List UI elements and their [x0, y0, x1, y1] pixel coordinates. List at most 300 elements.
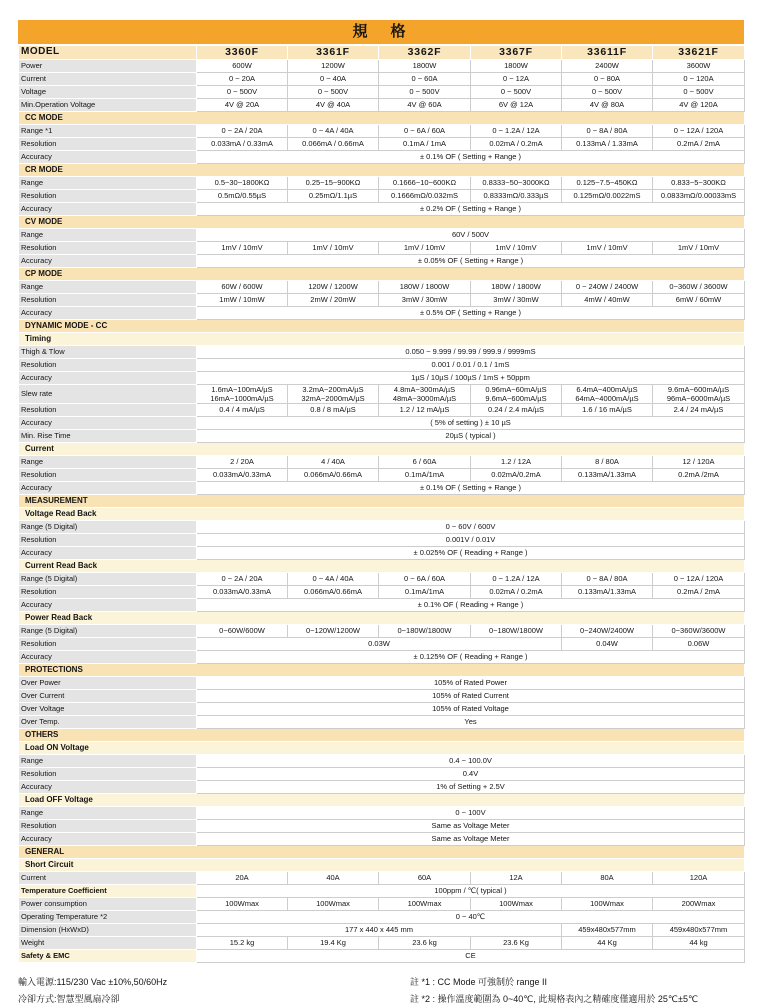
section-header: OTHERS [19, 729, 745, 742]
spec-row [19, 320, 745, 333]
footer-left-column [18, 974, 410, 1008]
spec-value: 0 ~ 6A / 60A [379, 573, 471, 586]
spec-value: 0 ~ 500V [379, 86, 471, 99]
section-header: CV MODE [19, 216, 745, 229]
row-label: Range (5 Digital) [19, 625, 197, 638]
row-label: Accuracy [19, 482, 197, 495]
spec-row [19, 112, 745, 125]
spec-value: 0.24 / 2.4 mA/µS [471, 404, 562, 417]
spec-value: 1mV / 10mV [379, 242, 471, 255]
spec-value-span: 60V / 500V [197, 229, 745, 242]
spec-value: 200Wmax [653, 898, 745, 911]
spec-value: 0.2mA / 2mA [653, 586, 745, 599]
spec-value: 0.125mΩ/0.0022mS [562, 190, 653, 203]
spec-row [19, 125, 745, 138]
spec-value: 1mW / 10mW [197, 294, 288, 307]
section-header: PROTECTIONS [19, 664, 745, 677]
model-name: 3360F [197, 46, 288, 60]
section-header: MEASUREMENT [19, 495, 745, 508]
spec-value: 0.2mA /2mA [653, 469, 745, 482]
spec-value-span: 0 ~ 100V [197, 807, 745, 820]
spec-row [19, 807, 745, 820]
spec-value-span: ± 0.1% OF ( Setting + Range ) [197, 482, 745, 495]
spec-value: 0.06W [653, 638, 745, 651]
spec-value: 0 ~ 2A / 20A [197, 125, 288, 138]
spec-row [19, 755, 745, 768]
row-label: Accuracy [19, 203, 197, 216]
footer-note: 冷卻方式:智慧型風扇冷卻 [18, 994, 120, 1005]
spec-value: 177 x 440 x 445 mm [197, 924, 562, 937]
spec-value: 6V @ 12A [471, 99, 562, 112]
spec-value: 0 ~ 1.2A / 12A [471, 125, 562, 138]
spec-value: 1mV / 10mV [197, 242, 288, 255]
spec-value-span: 0 ~ 40℃ [197, 911, 745, 924]
spec-row [19, 898, 745, 911]
spec-value-span: 105% of Rated Voltage [197, 703, 745, 716]
spec-value: 0.133mA / 1.33mA [562, 138, 653, 151]
spec-row [19, 924, 745, 937]
spec-value [471, 385, 562, 404]
row-label: Range [19, 456, 197, 469]
row-label: Resolution [19, 820, 197, 833]
spec-row [19, 216, 745, 229]
spec-value: 0.033mA/0.33mA [197, 586, 288, 599]
spec-value-span: 105% of Rated Power [197, 677, 745, 690]
spec-value: 6mW / 60mW [653, 294, 745, 307]
spec-value-span: Same as Voltage Meter [197, 833, 745, 846]
spec-value: 0~180W/1800W [471, 625, 562, 638]
spec-value [653, 385, 745, 404]
spec-value: 0~360W/3600W [653, 625, 745, 638]
spec-value: 0~120W/1200W [288, 625, 379, 638]
row-label: Resolution [19, 242, 197, 255]
spec-value: 6 / 60A [379, 456, 471, 469]
row-label: Thigh & Tlow [19, 346, 197, 359]
spec-value-span: Yes [197, 716, 745, 729]
spec-value: 600W [197, 60, 288, 73]
spec-row [19, 404, 745, 417]
spec-value: 0.2mA / 2mA [653, 138, 745, 151]
spec-value: 0 ~ 20A [197, 73, 288, 86]
spec-row [19, 99, 745, 112]
spec-value: 0 ~ 500V [197, 86, 288, 99]
row-label: Range [19, 229, 197, 242]
spec-table [18, 45, 745, 963]
spec-row [19, 385, 745, 404]
row-label: Range [19, 177, 197, 190]
spec-row [19, 86, 745, 99]
spec-value-line: 16mA~1000mA/µS [210, 394, 274, 404]
spec-value: 0 ~ 500V [471, 86, 562, 99]
spec-value-span: 105% of Rated Current [197, 690, 745, 703]
row-label: Resolution [19, 138, 197, 151]
spec-row [19, 911, 745, 924]
row-label: Accuracy [19, 255, 197, 268]
spec-value: 100Wmax [471, 898, 562, 911]
model-column-header: MODEL [19, 46, 197, 60]
spec-value: 0 ~ 2A / 20A [197, 573, 288, 586]
spec-value: 60A [379, 872, 471, 885]
spec-value [197, 385, 288, 404]
spec-value-span: 0.001 / 0.01 / 0.1 / 1mS [197, 359, 745, 372]
page-title: 規 格 [18, 20, 744, 45]
row-label: Range (5 Digital) [19, 521, 197, 534]
spec-value: 23.6 kg [379, 937, 471, 950]
spec-value-span: ± 0.2% OF ( Setting + Range ) [197, 203, 745, 216]
spec-value-span: 0.4V [197, 768, 745, 781]
spec-value: 0~240W/2400W [562, 625, 653, 638]
row-label: Power [19, 60, 197, 73]
spec-value: 0 ~ 120A [653, 73, 745, 86]
spec-value-span: 1µS / 10µS / 100µS / 1mS + 50ppm [197, 372, 745, 385]
spec-value-span: ± 0.05% OF ( Setting + Range ) [197, 255, 745, 268]
spec-value: 0.0833mΩ/0.00033mS [653, 190, 745, 203]
row-label: Slew rate [19, 385, 197, 404]
spec-row [19, 190, 745, 203]
row-label: Operating Temperature *2 [19, 911, 197, 924]
row-label: Over Voltage [19, 703, 197, 716]
spec-value [562, 385, 653, 404]
spec-value: 20A [197, 872, 288, 885]
spec-row [19, 573, 745, 586]
subsection-header: Load ON Voltage [19, 742, 745, 755]
section-header: GENERAL [19, 846, 745, 859]
row-label: Range [19, 807, 197, 820]
spec-row [19, 820, 745, 833]
spec-row [19, 151, 745, 164]
spec-row [19, 638, 745, 651]
spec-value: 0 ~ 1.2A / 12A [471, 573, 562, 586]
spec-row [19, 664, 745, 677]
spec-value-span: ± 0.125% OF ( Reading + Range ) [197, 651, 745, 664]
row-label: Over Power [19, 677, 197, 690]
row-label: Temperature Coefficient [19, 885, 197, 898]
spec-value: 0.8333mΩ/0.333µS [471, 190, 562, 203]
spec-row [19, 443, 745, 456]
row-label: Resolution [19, 404, 197, 417]
spec-value: 2mW / 20mW [288, 294, 379, 307]
spec-value: 0.066mA / 0.66mA [288, 138, 379, 151]
row-label: Range [19, 281, 197, 294]
spec-value: 0.133mA/1.33mA [562, 469, 653, 482]
spec-value-span: 0.001V / 0.01V [197, 534, 745, 547]
spec-row [19, 281, 745, 294]
spec-value: 80A [562, 872, 653, 885]
subsection-header: Short Circuit [19, 859, 745, 872]
row-label: Accuracy [19, 651, 197, 664]
spec-value-span: 1% of Setting + 2.5V [197, 781, 745, 794]
subsection-header: Timing [19, 333, 745, 346]
row-label: Range (5 Digital) [19, 573, 197, 586]
spec-value: 0~60W/600W [197, 625, 288, 638]
spec-value: 0 ~ 12A [471, 73, 562, 86]
spec-value: 12 / 120A [653, 456, 745, 469]
spec-value: 4V @ 20A [197, 99, 288, 112]
spec-value: 0 ~ 12A / 120A [653, 573, 745, 586]
spec-row [19, 859, 745, 872]
spec-value: 0 ~ 80A [562, 73, 653, 86]
spec-value-line: 9.6mA~600mA/µS [485, 394, 547, 404]
spec-value: 0 ~ 500V [288, 86, 379, 99]
spec-row [19, 482, 745, 495]
spec-row [19, 469, 745, 482]
spec-value: 4V @ 40A [288, 99, 379, 112]
spec-value-span: Same as Voltage Meter [197, 820, 745, 833]
spec-row [19, 612, 745, 625]
spec-value: 3600W [653, 60, 745, 73]
row-label: Resolution [19, 469, 197, 482]
spec-value-line: 96mA~6000mA/µS [666, 394, 731, 404]
spec-value: 0.25~15~900KΩ [288, 177, 379, 190]
spec-value: 4V @ 80A [562, 99, 653, 112]
spec-value-span: 100ppm / ℃( typical ) [197, 885, 745, 898]
row-label: Weight [19, 937, 197, 950]
spec-value-span: ± 0.1% OF ( Setting + Range ) [197, 151, 745, 164]
spec-value: 2400W [562, 60, 653, 73]
spec-row [19, 430, 745, 443]
spec-value: 2 / 20A [197, 456, 288, 469]
spec-value: 0 ~ 500V [653, 86, 745, 99]
spec-value: 0.8 / 8 mA/µS [288, 404, 379, 417]
spec-row [19, 781, 745, 794]
spec-value: 0 ~ 6A / 60A [379, 125, 471, 138]
spec-value: 120W / 1200W [288, 281, 379, 294]
spec-value: 0.133mA/1.33mA [562, 586, 653, 599]
spec-value: 0 ~ 8A / 80A [562, 573, 653, 586]
spec-value: 100Wmax [562, 898, 653, 911]
spec-value-line: 6.4mA~400mA/µS [576, 385, 638, 395]
spec-row [19, 950, 745, 963]
spec-value: 1mV / 10mV [471, 242, 562, 255]
section-header: CR MODE [19, 164, 745, 177]
spec-value: 459x480x577mm [653, 924, 745, 937]
row-label: Resolution [19, 294, 197, 307]
spec-row [19, 255, 745, 268]
spec-value: 1.6 / 16 mA/µS [562, 404, 653, 417]
row-label: Range *1 [19, 125, 197, 138]
spec-row [19, 794, 745, 807]
row-label: Accuracy [19, 417, 197, 430]
spec-value: 0 ~ 4A / 40A [288, 125, 379, 138]
spec-value: 0.04W [562, 638, 653, 651]
spec-value: 0.1mA/1mA [379, 469, 471, 482]
spec-value: 0.5mΩ/0.55µS [197, 190, 288, 203]
spec-value-line: 48mA~3000mA/µS [392, 394, 457, 404]
spec-row [19, 742, 745, 755]
spec-value-span: CE [197, 950, 745, 963]
spec-row [19, 651, 745, 664]
spec-value: 0 ~ 8A / 80A [562, 125, 653, 138]
spec-row [19, 203, 745, 216]
spec-row [19, 547, 745, 560]
spec-value-line: 1.6mA~100mA/µS [211, 385, 273, 395]
section-header: CC MODE [19, 112, 745, 125]
row-label: Accuracy [19, 833, 197, 846]
spec-row [19, 60, 745, 73]
row-label: Resolution [19, 638, 197, 651]
spec-value: 0.066mA/0.66mA [288, 586, 379, 599]
spec-value: 0.5~30~1800KΩ [197, 177, 288, 190]
spec-value: 0.1666mΩ/0.032mS [379, 190, 471, 203]
model-name: 3361F [288, 46, 379, 60]
spec-value: 4V @ 120A [653, 99, 745, 112]
spec-value: 0 ~ 60A [379, 73, 471, 86]
spec-row [19, 937, 745, 950]
spec-row [19, 729, 745, 742]
spec-row [19, 372, 745, 385]
spec-value: 3mW / 30mW [379, 294, 471, 307]
subsection-header: Current [19, 443, 745, 456]
spec-value: 0.033mA/0.33mA [197, 469, 288, 482]
spec-row [19, 690, 745, 703]
spec-value: 0.8333~50~3000KΩ [471, 177, 562, 190]
footer-note: 輸入電源:115/230 Vac ±10%,50/60Hz [18, 977, 168, 988]
spec-row [19, 625, 745, 638]
section-header: CP MODE [19, 268, 745, 281]
row-label: Dimension (HxWxD) [19, 924, 197, 937]
spec-row [19, 599, 745, 612]
spec-value-span: ± 0.025% OF ( Reading + Range ) [197, 547, 745, 560]
spec-value: 0.1mA / 1mA [379, 138, 471, 151]
spec-row [19, 508, 745, 521]
spec-value: 100Wmax [379, 898, 471, 911]
model-name: 33621F [653, 46, 745, 60]
spec-value: 459x480x577mm [562, 924, 653, 937]
row-label: Accuracy [19, 547, 197, 560]
spec-value: 0.02mA/0.2mA [471, 469, 562, 482]
spec-value-span: ( 5% of setting ) ± 10 µS [197, 417, 745, 430]
spec-value: 1200W [288, 60, 379, 73]
spec-value: 1800W [379, 60, 471, 73]
subsection-header: Power Read Back [19, 612, 745, 625]
row-label: Current [19, 73, 197, 86]
spec-value: 19.4 Kg [288, 937, 379, 950]
footer-right-column [410, 974, 744, 1008]
spec-value: 8 / 80A [562, 456, 653, 469]
row-label: Current [19, 872, 197, 885]
spec-value [288, 385, 379, 404]
spec-value: 0.02mA / 0.2mA [471, 138, 562, 151]
spec-table-body [19, 60, 745, 963]
row-label: Power consumption [19, 898, 197, 911]
spec-value: 15.2 kg [197, 937, 288, 950]
spec-value: 100Wmax [288, 898, 379, 911]
spec-value: 180W / 1800W [379, 281, 471, 294]
footer-notes [18, 974, 744, 1008]
spec-value: 0.033mA / 0.33mA [197, 138, 288, 151]
row-label: Range [19, 755, 197, 768]
spec-value: 12A [471, 872, 562, 885]
row-label: Accuracy [19, 151, 197, 164]
row-label: Resolution [19, 768, 197, 781]
spec-value: 0.066mA/0.66mA [288, 469, 379, 482]
row-label: Min. Rise Time [19, 430, 197, 443]
spec-value-span: 0.4 ~ 100.0V [197, 755, 745, 768]
row-label: Resolution [19, 359, 197, 372]
spec-value: 44 kg [653, 937, 745, 950]
spec-value: 0.03W [197, 638, 562, 651]
spec-value-line: 64mA~4000mA/µS [575, 394, 639, 404]
row-label: Accuracy [19, 781, 197, 794]
spec-value-line: 3.2mA~200mA/µS [302, 385, 364, 395]
spec-value-span: 20µS ( typical ) [197, 430, 745, 443]
row-label: Min.Operation Voltage [19, 99, 197, 112]
spec-value: 0.1mA/1mA [379, 586, 471, 599]
spec-row [19, 846, 745, 859]
spec-value: 60W / 600W [197, 281, 288, 294]
spec-value: 0~180W/1800W [379, 625, 471, 638]
spec-row [19, 885, 745, 898]
spec-row [19, 495, 745, 508]
spec-value: 40A [288, 872, 379, 885]
spec-row [19, 703, 745, 716]
spec-row [19, 872, 745, 885]
spec-value: 3mW / 30mW [471, 294, 562, 307]
spec-row [19, 294, 745, 307]
spec-row [19, 73, 745, 86]
subsection-header: Load OFF Voltage [19, 794, 745, 807]
spec-value: 0.1666~10~600KΩ [379, 177, 471, 190]
model-name: 3362F [379, 46, 471, 60]
spec-value-line: 9.6mA~600mA/µS [667, 385, 730, 395]
subsection-header: Voltage Read Back [19, 508, 745, 521]
row-label: Over Temp. [19, 716, 197, 729]
spec-value: 44 Kg [562, 937, 653, 950]
spec-value: 4 / 40A [288, 456, 379, 469]
row-label: Resolution [19, 190, 197, 203]
spec-value: 0.4 / 4 mA/µS [197, 404, 288, 417]
spec-row [19, 833, 745, 846]
spec-value: 1mV / 10mV [653, 242, 745, 255]
subsection-header: Current Read Back [19, 560, 745, 573]
row-label: Safety & EMC [19, 950, 197, 963]
spec-row [19, 333, 745, 346]
spec-value: 4mW / 40mW [562, 294, 653, 307]
spec-value: 0 ~ 240W / 2400W [562, 281, 653, 294]
spec-value: 4V @ 60A [379, 99, 471, 112]
spec-value: 0 ~ 12A / 120A [653, 125, 745, 138]
spec-value-line: 32mA~2000mA/µS [301, 394, 365, 404]
spec-row [19, 229, 745, 242]
spec-value [379, 385, 471, 404]
spec-value: 0.833~5~300KΩ [653, 177, 745, 190]
spec-value: 0 ~ 40A [288, 73, 379, 86]
footer-note: 註 *2 : 操作溫度範圍為 0~40℃, 此規格表內之精確度僅適用於 25℃±5℃ [410, 994, 699, 1005]
spec-value-span: 0 ~ 60V / 600V [197, 521, 745, 534]
row-label: Voltage [19, 86, 197, 99]
spec-value: 23.6 Kg [471, 937, 562, 950]
spec-row [19, 677, 745, 690]
row-label: Accuracy [19, 599, 197, 612]
spec-value: 1mV / 10mV [562, 242, 653, 255]
section-header: DYNAMIC MODE - CC [19, 320, 745, 333]
spec-value: 1.2 / 12 mA/µS [379, 404, 471, 417]
spec-row [19, 138, 745, 151]
spec-row [19, 456, 745, 469]
spec-row [19, 359, 745, 372]
model-name: 33611F [562, 46, 653, 60]
spec-row [19, 177, 745, 190]
spec-row [19, 768, 745, 781]
spec-value-span: 0.050 ~ 9.999 / 99.99 / 999.9 / 9999mS [197, 346, 745, 359]
footer-note: 註 *1 : CC Mode 可強制於 range II [410, 977, 548, 988]
spec-value: 100Wmax [197, 898, 288, 911]
model-name: 3367F [471, 46, 562, 60]
model-header-row [19, 46, 745, 60]
spec-value: 180W / 1800W [471, 281, 562, 294]
spec-value-line: 0.96mA~60mA/µS [485, 385, 547, 395]
row-label: Accuracy [19, 307, 197, 320]
